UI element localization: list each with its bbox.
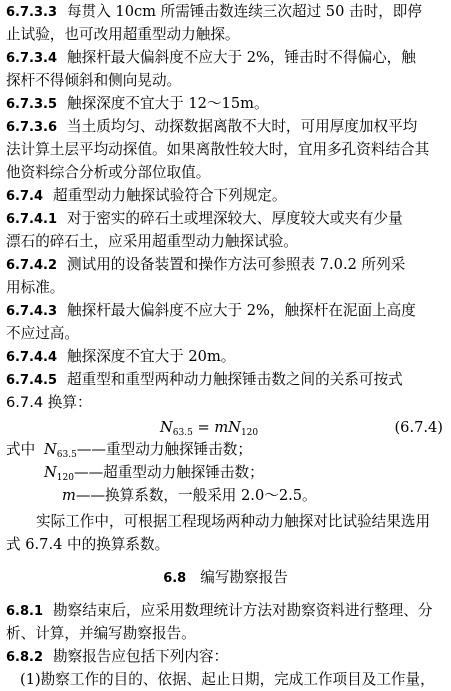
clause-continuation: 不应过高。 xyxy=(6,325,79,342)
clause-6-7-4-2 xyxy=(6,255,446,276)
clause-text: 对于密实的碎石土或埋深较大、厚度较大或夹有少量 xyxy=(67,210,403,227)
where-label: 式中 xyxy=(6,441,36,458)
section-title: 编写勘察报告 xyxy=(200,569,288,586)
clause-6-7-3-4 xyxy=(6,48,446,69)
clause-number: 6.7.4.4 xyxy=(6,350,57,365)
clause-number: 6.8.1 xyxy=(6,604,44,619)
clause-6-8-1 xyxy=(6,601,446,622)
definition-m: m——换算系数，一般采用 2.0～2.5。 xyxy=(62,487,317,504)
clause-number: 6.7.4.1 xyxy=(6,212,57,227)
clause-number: 6.7.4.5 xyxy=(6,373,57,388)
clause-continuation: 法计算土层平均动探值。如果离散性较大时，宜用多孔资料结合其 xyxy=(6,141,430,158)
equation-number: (6.7.4) xyxy=(394,419,443,436)
clause-number: 6.8.2 xyxy=(6,650,44,665)
clause-continuation: 他资料综合分析或分部位取值。 xyxy=(6,164,211,181)
clause-text: 触探杆最大偏斜度不应大于 2%，锤击时不得偏心，触 xyxy=(67,49,416,66)
clause-text: 当土质均匀、动探数据离散不大时，可用厚度加权平均 xyxy=(67,118,418,135)
clause-6-7-4-4 xyxy=(6,347,446,368)
clause-continuation: 6.7.4 换算： xyxy=(6,394,92,411)
clause-number: 6.7.3.5 xyxy=(6,97,57,112)
clause-6-7-4-5 xyxy=(6,370,446,391)
clause-text: 勘察报告应包括下列内容： xyxy=(53,648,229,665)
clause-6-7-3-5 xyxy=(6,94,446,115)
clause-6-7-4 xyxy=(6,186,446,207)
closing-paragraph: 实际工作中，可根据工程现场两种动力触探对比试验结果选用 xyxy=(36,513,431,530)
clause-text: 测试用的设备装置和操作方法可参照表 7.0.2 所列采 xyxy=(67,256,406,273)
clause-continuation: 用标准。 xyxy=(6,279,65,296)
clause-number: 6.7.3.4 xyxy=(6,51,57,66)
clause-number: 6.7.4.2 xyxy=(6,258,57,273)
clause-6-7-3-3 xyxy=(6,2,446,23)
definition-n63: $N_{63.5}——$重型动力触探锤击数； xyxy=(44,441,252,460)
closing-continuation: 式 6.7.4 中的换算系数。 xyxy=(6,536,170,553)
clause-6-7-3-6 xyxy=(6,117,446,138)
clause-continuation: 漂石的碎石土，应采用超重型动力触探试验。 xyxy=(6,233,298,250)
section-number: 6.8 xyxy=(163,571,187,586)
clause-continuation: 止试验，也可改用超重型动力触探。 xyxy=(6,26,240,43)
clause-text: 每贯入 10cm 所需锤击数连续三次超过 50 击时，即停 xyxy=(67,3,422,20)
clause-text: 触探杆最大偏斜度不应大于 2%，触探杆在泥面上高度 xyxy=(67,302,416,319)
clause-number: 6.7.3.3 xyxy=(6,5,57,20)
clause-text: 触探深度不宜大于 12～15m。 xyxy=(67,95,269,112)
clause-6-7-4-1 xyxy=(6,209,446,230)
clause-6-8-2 xyxy=(6,647,446,668)
list-item: (1)勘察工作的目的、依据、起止日期，完成工作项目及工作量， xyxy=(20,671,435,688)
clause-text: 超重型和重型两种动力触探锤击数之间的关系可按式 xyxy=(67,371,403,388)
clause-number: 6.7.3.6 xyxy=(6,120,57,135)
clause-text: 超重型动力触探试验符合下列规定。 xyxy=(53,187,287,204)
section-heading xyxy=(0,568,451,589)
clause-number: 6.7.4.3 xyxy=(6,304,57,319)
formula-expression: $N_{63.5} = mN_{120}$ xyxy=(160,419,259,438)
clause-text: 触探深度不宜大于 20m。 xyxy=(67,348,236,365)
clause-continuation: 析、计算，并编写勘察报告。 xyxy=(6,625,196,642)
clause-6-7-4-3 xyxy=(6,301,446,322)
clause-text: 勘察结束后，应采用数理统计方法对勘察资料进行整理、分 xyxy=(53,602,433,619)
clause-continuation: 探杆不得倾斜和侧向晃动。 xyxy=(6,72,182,89)
clause-number: 6.7.4 xyxy=(6,189,44,204)
definition-n120: $N_{120}——$超重型动力触探锤击数； xyxy=(44,464,264,483)
